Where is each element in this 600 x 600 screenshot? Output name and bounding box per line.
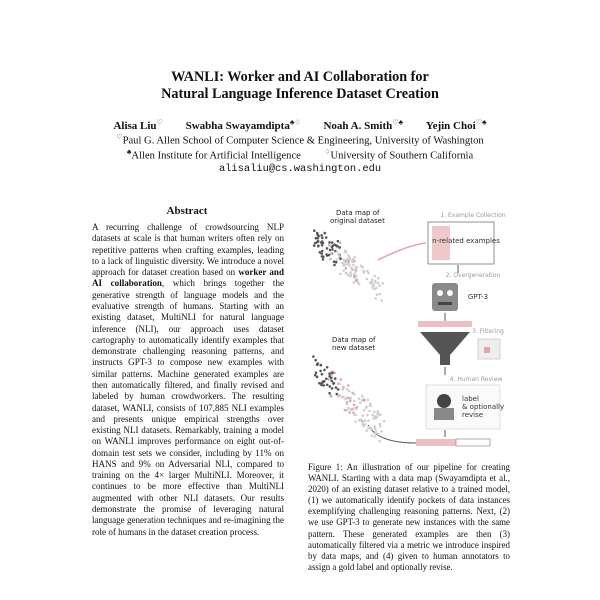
data-point [321, 255, 324, 258]
data-point [372, 286, 375, 289]
data-point [379, 293, 382, 296]
data-point [333, 260, 336, 263]
data-point [347, 274, 350, 277]
data-point [353, 275, 356, 278]
data-point [331, 241, 334, 244]
data-point [352, 261, 355, 264]
data-point [367, 419, 370, 422]
final-bar-outline [456, 439, 490, 446]
data-point [347, 262, 350, 265]
data-point [323, 369, 326, 372]
data-point [367, 399, 370, 402]
data-point [354, 256, 357, 259]
data-point [378, 440, 381, 443]
label-new-line1: Data map of [332, 336, 376, 344]
data-point [332, 382, 335, 385]
data-point [382, 282, 385, 285]
data-point [321, 373, 324, 376]
data-point [329, 372, 332, 375]
data-point [365, 406, 368, 409]
author-1: Alisa Liu♡ [113, 118, 163, 132]
data-point [315, 371, 318, 374]
data-point [374, 427, 377, 430]
data-point [341, 262, 344, 265]
gpt3-label: GPT-3 [467, 293, 489, 301]
data-point [329, 258, 332, 261]
data-point [326, 247, 329, 250]
data-point [377, 282, 380, 285]
data-point [321, 244, 324, 247]
data-point [374, 275, 377, 278]
label-original-line2: original dataset [330, 217, 385, 225]
data-point [376, 293, 379, 296]
data-point [336, 245, 339, 248]
data-point [379, 423, 382, 426]
data-point [321, 240, 324, 243]
data-point [367, 427, 370, 430]
data-point [353, 272, 356, 275]
data-point [358, 397, 361, 400]
data-point [328, 241, 331, 244]
data-point [354, 277, 357, 280]
data-point [371, 414, 374, 417]
funnel-icon [420, 332, 470, 365]
filter-thumbnail-mark [484, 347, 490, 353]
data-point [377, 410, 380, 413]
data-point [361, 414, 364, 417]
data-point [383, 420, 386, 423]
data-point [319, 370, 322, 373]
data-point [363, 399, 366, 402]
author-email[interactable]: alisaliu@cs.washington.edu [218, 163, 382, 175]
step4-line1: label [462, 395, 479, 403]
data-point [315, 237, 318, 240]
data-point [329, 385, 332, 388]
data-point [325, 236, 328, 239]
data-point [376, 415, 379, 418]
step1-box-label: n-related examples [432, 237, 500, 245]
step2-label: 2. Overgeneration [445, 272, 501, 279]
generated-examples-bar [418, 321, 472, 327]
data-point [348, 256, 351, 259]
paper-title-line1: WANLI: Worker and AI Collaboration for [171, 69, 429, 85]
data-point [349, 271, 352, 274]
data-point [320, 364, 323, 367]
author-3: Noah A. Smith♡♣ [323, 118, 404, 132]
data-point [348, 390, 351, 393]
data-point [320, 252, 323, 255]
data-point [352, 258, 355, 261]
annotator-head-icon [437, 394, 451, 408]
data-point [316, 363, 319, 366]
data-point [339, 273, 342, 276]
data-point [325, 378, 328, 381]
data-point [373, 425, 376, 428]
data-point [326, 384, 329, 387]
data-point [313, 244, 316, 247]
data-point [371, 278, 374, 281]
data-point [345, 267, 348, 270]
data-point [365, 278, 368, 281]
data-point [342, 269, 345, 272]
data-point [329, 394, 332, 397]
data-point [333, 371, 336, 374]
data-point [348, 411, 351, 414]
data-point [342, 259, 345, 262]
data-point [316, 232, 319, 235]
data-point [316, 241, 319, 244]
data-point [372, 283, 375, 286]
data-point [342, 396, 345, 399]
data-point [331, 372, 334, 375]
data-point [320, 234, 323, 237]
data-point [326, 366, 329, 369]
data-point [374, 297, 377, 300]
data-point [324, 232, 327, 235]
data-point [337, 254, 340, 257]
data-point [354, 269, 357, 272]
data-point [349, 275, 352, 278]
data-point [336, 393, 339, 396]
data-point [328, 244, 331, 247]
data-point [340, 378, 343, 381]
data-point [352, 264, 355, 267]
data-point [330, 253, 333, 256]
data-point [361, 423, 364, 426]
data-point [337, 388, 340, 391]
data-point [377, 277, 380, 280]
original-data-map [313, 229, 384, 301]
label-original-map [330, 209, 385, 225]
data-point [344, 409, 347, 412]
data-point [339, 242, 342, 245]
data-point [353, 400, 356, 403]
data-point [325, 253, 328, 256]
data-point [335, 386, 338, 389]
data-point [374, 280, 377, 283]
data-point [363, 409, 366, 412]
step4-line2: & optionally [462, 403, 505, 411]
data-point [352, 281, 355, 284]
data-point [369, 403, 372, 406]
data-point [331, 248, 334, 251]
data-point [371, 434, 374, 437]
data-point [368, 410, 371, 413]
data-point [365, 429, 368, 432]
data-point [379, 425, 382, 428]
data-point [381, 299, 384, 302]
data-point [377, 433, 380, 436]
data-point [361, 395, 364, 398]
figure-caption: Figure 1: An illustration of our pipeline for creating WANLI. Starting with a data map (Swayamdipta et al., 2020) of an existing dataset relative to a trained model, (1) we automatically identify pockets of data instances exemplifying challenging reasoning patterns. Next, (2) we use GPT-3 to generate new instances with the same pattern. These generated examples are then (3) automatically filtered via a metric we introduce inspired by data maps, and (4) given to human annotators to assign a gold label and optionally revise. [308, 462, 510, 572]
robot-icon [432, 283, 458, 311]
robot-eye-right-icon [447, 290, 453, 296]
data-point [330, 380, 333, 383]
data-point [362, 270, 365, 273]
data-point [339, 258, 342, 261]
annotator-laptop-icon [434, 408, 454, 420]
data-point [313, 229, 316, 232]
data-point [312, 355, 315, 358]
step4-label: 4. Human Review [449, 376, 503, 383]
data-point [317, 245, 320, 248]
data-point [353, 404, 356, 407]
data-point [322, 258, 325, 261]
data-point [335, 258, 338, 261]
data-point [364, 423, 367, 426]
data-point [348, 260, 351, 263]
data-point [337, 395, 340, 398]
data-point [344, 264, 347, 267]
arrow-to-collection [378, 243, 426, 260]
label-original-line1: Data map of [336, 209, 380, 217]
data-point [329, 249, 332, 252]
data-point [350, 397, 353, 400]
data-point [353, 413, 356, 416]
author-list [0, 118, 600, 132]
data-point [338, 382, 341, 385]
step4-line3: revise [462, 411, 484, 419]
paper-title-line2: Natural Language Inference Dataset Creation [161, 86, 439, 102]
abstract-body: A recurring challenge of crowdsourcing NLP datasets at scale is that human writers often rely on repetitive patterns when crafting examples, leading to a lack of linguistic diversity. We introduce a novel approach for dataset creation based on worker and AI collaboration, which brings together the generative strength of language models and the evaluative strength of humans. Starting with an existing dataset, MultiNLI for natural language inference (NLI), our approach uses dataset cartography to automatically identify examples that demonstrate challenging reasoning patterns, and instructs GPT-3 to compose new examples with similar patterns. Machine generated examples are then automatically filtered, and finally revised and labeled by human crowdworkers. The resulting dataset, WANLI, consists of 107,885 NLI examples and presents unique empirical strengths over existing NLI datasets. Remarkably, training a model on WANLI improves performance on eight out-of-domain test sets we consider, including by 11% on HANS and 9% on Adversarial NLI, compared to training on the 4× larger MultiNLI. Moreover, it continues to be more effective than MultiNLI augmented with other NLI datasets. Our results demonstrate the promise of leveraging natural language generation techniques and re-imagining the role of humans in the dataset creation process. [92, 222, 284, 537]
data-point [320, 382, 323, 385]
data-point [345, 272, 348, 275]
data-point [378, 284, 381, 287]
data-point [321, 250, 324, 253]
data-point [356, 266, 359, 269]
data-point [314, 374, 317, 377]
final-bar-pink [416, 439, 456, 446]
data-point [354, 420, 357, 423]
robot-eye-left-icon [437, 290, 443, 296]
data-point [347, 384, 350, 387]
data-point [375, 430, 378, 433]
data-point [374, 435, 377, 438]
author-4: Yejin Choi♡♣ [425, 118, 487, 132]
data-point [367, 272, 370, 275]
data-point [349, 408, 352, 411]
pipeline-figure-svg [308, 205, 508, 455]
data-point [359, 401, 362, 404]
data-point [334, 377, 337, 380]
data-point [341, 387, 344, 390]
data-point [380, 430, 383, 433]
pipeline-figure [308, 205, 508, 455]
data-point [327, 378, 330, 381]
data-point [373, 411, 376, 414]
data-point [344, 249, 347, 252]
data-point [370, 428, 373, 431]
data-point [372, 417, 375, 420]
abstract-heading: Abstract [166, 205, 208, 217]
data-point [338, 246, 341, 249]
data-point [331, 387, 334, 390]
author-2: Swabha Swayamdipta♣♢ [185, 118, 301, 132]
data-point [364, 419, 367, 422]
data-point [376, 412, 379, 415]
data-point [350, 267, 353, 270]
data-point [366, 414, 369, 417]
data-point [330, 377, 333, 380]
affiliation-uw: ♡Paul G. Allen School of Computer Science & Engineering, University of Washington [116, 133, 484, 147]
data-point [370, 281, 373, 284]
data-point [333, 264, 336, 267]
new-data-map [312, 355, 386, 442]
data-point [322, 384, 325, 387]
data-point [345, 260, 348, 263]
data-point [337, 240, 340, 243]
data-point [349, 400, 352, 403]
label-new-line2: new dataset [332, 344, 376, 352]
affiliation-ai2-usc: ♣Allen Institute for Artificial Intelligence ♢University of Southern California [126, 148, 474, 162]
data-point [346, 403, 349, 406]
data-point [353, 393, 356, 396]
data-point [360, 265, 363, 268]
data-point [357, 281, 360, 284]
data-point [314, 359, 317, 362]
step3-label: 3. Filtering [472, 328, 504, 335]
data-point [336, 251, 339, 254]
data-point [358, 419, 361, 422]
step1-label: 1. Example Collection [440, 212, 506, 219]
robot-mouth-icon [438, 302, 452, 305]
data-point [355, 408, 358, 411]
data-point [346, 388, 349, 391]
data-point [323, 380, 326, 383]
data-point [347, 407, 350, 410]
label-new-map [332, 336, 376, 352]
data-point [321, 237, 324, 240]
